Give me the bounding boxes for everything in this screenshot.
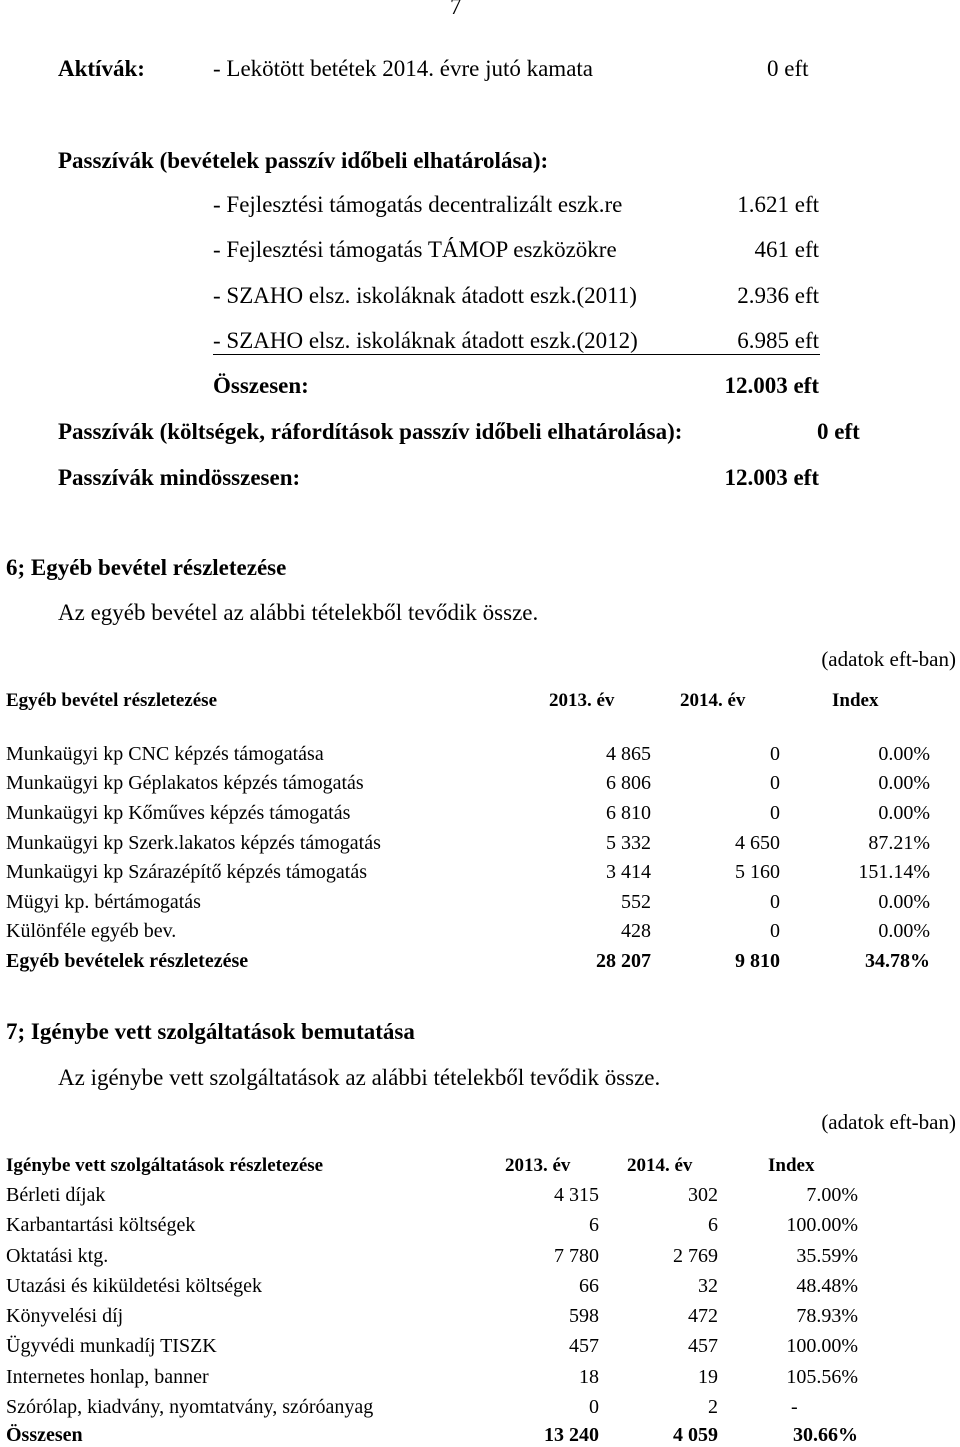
- section7-intro: Az igénybe vett szolgáltatások az alábbi tételekből tevődik össze.: [58, 1065, 661, 1090]
- section7-heading: 7; Igénybe vett szolgáltatások bemutatása: [6, 1019, 415, 1044]
- cell-index: 30.66%: [793, 1424, 858, 1446]
- cell-index: 100.00%: [786, 1214, 858, 1236]
- cell-index: 0.00%: [878, 743, 930, 765]
- cell-index: 35.59%: [796, 1245, 858, 1267]
- header-cell: Index: [768, 1155, 815, 1176]
- passzivak-item-value: 1.621 eft: [737, 192, 819, 217]
- row-label: Különféle egyéb bev.: [6, 920, 177, 942]
- row-label: Ügyvédi munkadíj TISZK: [6, 1335, 217, 1357]
- osszesen-value: 12.003 eft: [724, 373, 819, 398]
- row-label: Munkaügyi kp CNC képzés támogatása: [6, 743, 324, 765]
- row-label: Összesen: [6, 1424, 83, 1446]
- header-cell: Igénybe vett szolgáltatások részletezése: [6, 1155, 324, 1176]
- cell-2013: 552: [621, 891, 651, 913]
- section6-unit: (adatok eft-ban): [821, 647, 956, 671]
- cell-2013: 5 332: [606, 832, 651, 854]
- cell-2014: 472: [688, 1305, 718, 1327]
- cell-2013: 428: [621, 920, 651, 942]
- aktivak-item: - Lekötött betétek 2014. évre jutó kamata: [213, 56, 594, 81]
- passzivak-koltsegek-value: 0 eft: [817, 419, 860, 444]
- cell-2014: 457: [688, 1335, 718, 1357]
- cell-index: 0.00%: [878, 802, 930, 824]
- header-cell: 2014. év: [627, 1155, 693, 1176]
- passzivak-item-label: - SZAHO elsz. iskoláknak átadott eszk.(2011): [213, 283, 637, 308]
- row-label: Mügyi kp. bértámogatás: [6, 891, 201, 913]
- aktivak-value: 0 eft: [767, 56, 809, 81]
- cell-2014: 0: [770, 772, 780, 794]
- header-cell: 2013. év: [549, 690, 615, 711]
- row-label: Munkaügyi kp Szárazépítő képzés támogatás: [6, 861, 367, 883]
- cell-2013: 7 780: [554, 1245, 599, 1267]
- osszesen-label: Összesen:: [213, 373, 309, 398]
- row-label: Bérleti díjak: [6, 1184, 106, 1206]
- cell-2014: 0: [770, 743, 780, 765]
- cell-2014: 2 769: [673, 1245, 718, 1267]
- cell-2013: 3 414: [606, 861, 651, 883]
- cell-index: 34.78%: [865, 950, 930, 972]
- passzivak-item-label: - SZAHO elsz. iskoláknak átadott eszk.(2012): [213, 328, 638, 353]
- passzivak-mind-value: 12.003 eft: [724, 465, 819, 490]
- passzivak-bevetelek-heading: Passzívák (bevételek passzív időbeli elhatárolása):: [58, 148, 549, 173]
- cell-2014: 0: [770, 920, 780, 942]
- cell-2014: 19: [698, 1366, 718, 1388]
- passzivak-item-label: - Fejlesztési támogatás decentralizált eszk.re: [213, 192, 623, 217]
- row-label: Munkaügyi kp Kőműves képzés támogatás: [6, 802, 351, 824]
- cell-index: 7.00%: [806, 1184, 858, 1206]
- header-cell: Egyéb bevétel részletezése: [6, 690, 218, 711]
- row-label: Egyéb bevételek részletezése: [6, 950, 249, 972]
- header-cell: Index: [832, 690, 879, 711]
- cell-2014: 9 810: [735, 950, 780, 972]
- cell-index: 151.14%: [858, 861, 930, 883]
- row-label: Szórólap, kiadvány, nyomtatvány, szóróanyag: [6, 1396, 374, 1418]
- header-cell: 2013. év: [505, 1155, 571, 1176]
- section6-intro: Az egyéb bevétel az alábbi tételekből tevődik össze.: [58, 600, 539, 625]
- cell-2014: 0: [770, 802, 780, 824]
- page-number: 7: [450, 0, 462, 19]
- passzivak-item-value: 461 eft: [754, 237, 819, 262]
- cell-index: 0.00%: [878, 920, 930, 942]
- passzivak-mind-label: Passzívák mindösszesen:: [58, 465, 301, 490]
- aktivak-label: Aktívák:: [58, 56, 145, 81]
- cell-2013: 18: [579, 1366, 599, 1388]
- passzivak-item-value: 2.936 eft: [737, 283, 819, 308]
- row-label: Könyvelési díj: [6, 1305, 124, 1327]
- cell-2013: 13 240: [544, 1424, 599, 1446]
- cell-index: 48.48%: [796, 1275, 858, 1297]
- cell-2013: 28 207: [596, 950, 651, 972]
- cell-index: 87.21%: [868, 832, 930, 854]
- cell-2014: 4 650: [735, 832, 780, 854]
- sum-underline: [213, 354, 820, 355]
- cell-index: 0.00%: [878, 891, 930, 913]
- cell-2014: 6: [708, 1214, 718, 1236]
- cell-2014: 4 059: [673, 1424, 718, 1446]
- cell-index: -: [791, 1396, 798, 1418]
- cell-2013: 4 315: [554, 1184, 599, 1206]
- passzivak-item-label: - Fejlesztési támogatás TÁMOP eszközökre: [213, 237, 617, 262]
- row-label: Munkaügyi kp Szerk.lakatos képzés támogatás: [6, 832, 381, 854]
- cell-2013: 457: [569, 1335, 599, 1357]
- cell-2014: 32: [698, 1275, 718, 1297]
- cell-2013: 6: [589, 1214, 599, 1236]
- passzivak-item-value: 6.985 eft: [737, 328, 819, 353]
- cell-2014: 302: [688, 1184, 718, 1206]
- row-label: Utazási és kiküldetési költségek: [6, 1275, 263, 1297]
- cell-2013: 66: [579, 1275, 599, 1297]
- section6-heading: 6; Egyéb bevétel részletezése: [6, 555, 287, 580]
- cell-2013: 6 810: [606, 802, 651, 824]
- cell-2014: 5 160: [735, 861, 780, 883]
- row-label: Karbantartási költségek: [6, 1214, 196, 1236]
- cell-2014: 0: [770, 891, 780, 913]
- cell-index: 100.00%: [786, 1335, 858, 1357]
- cell-2014: 2: [708, 1396, 718, 1418]
- cell-index: 78.93%: [796, 1305, 858, 1327]
- cell-2013: 0: [589, 1396, 599, 1418]
- cell-2013: 6 806: [606, 772, 651, 794]
- cell-2013: 4 865: [606, 743, 651, 765]
- cell-index: 105.56%: [786, 1366, 858, 1388]
- row-label: Munkaügyi kp Géplakatos képzés támogatás: [6, 772, 364, 794]
- header-cell: 2014. év: [680, 690, 746, 711]
- passzivak-koltsegek-label: Passzívák (költségek, ráfordítások passzív időbeli elhatárolása):: [58, 419, 683, 444]
- row-label: Oktatási ktg.: [6, 1245, 109, 1267]
- cell-2013: 598: [569, 1305, 599, 1327]
- cell-index: 0.00%: [878, 772, 930, 794]
- section7-unit: (adatok eft-ban): [821, 1110, 956, 1134]
- row-label: Internetes honlap, banner: [6, 1366, 209, 1388]
